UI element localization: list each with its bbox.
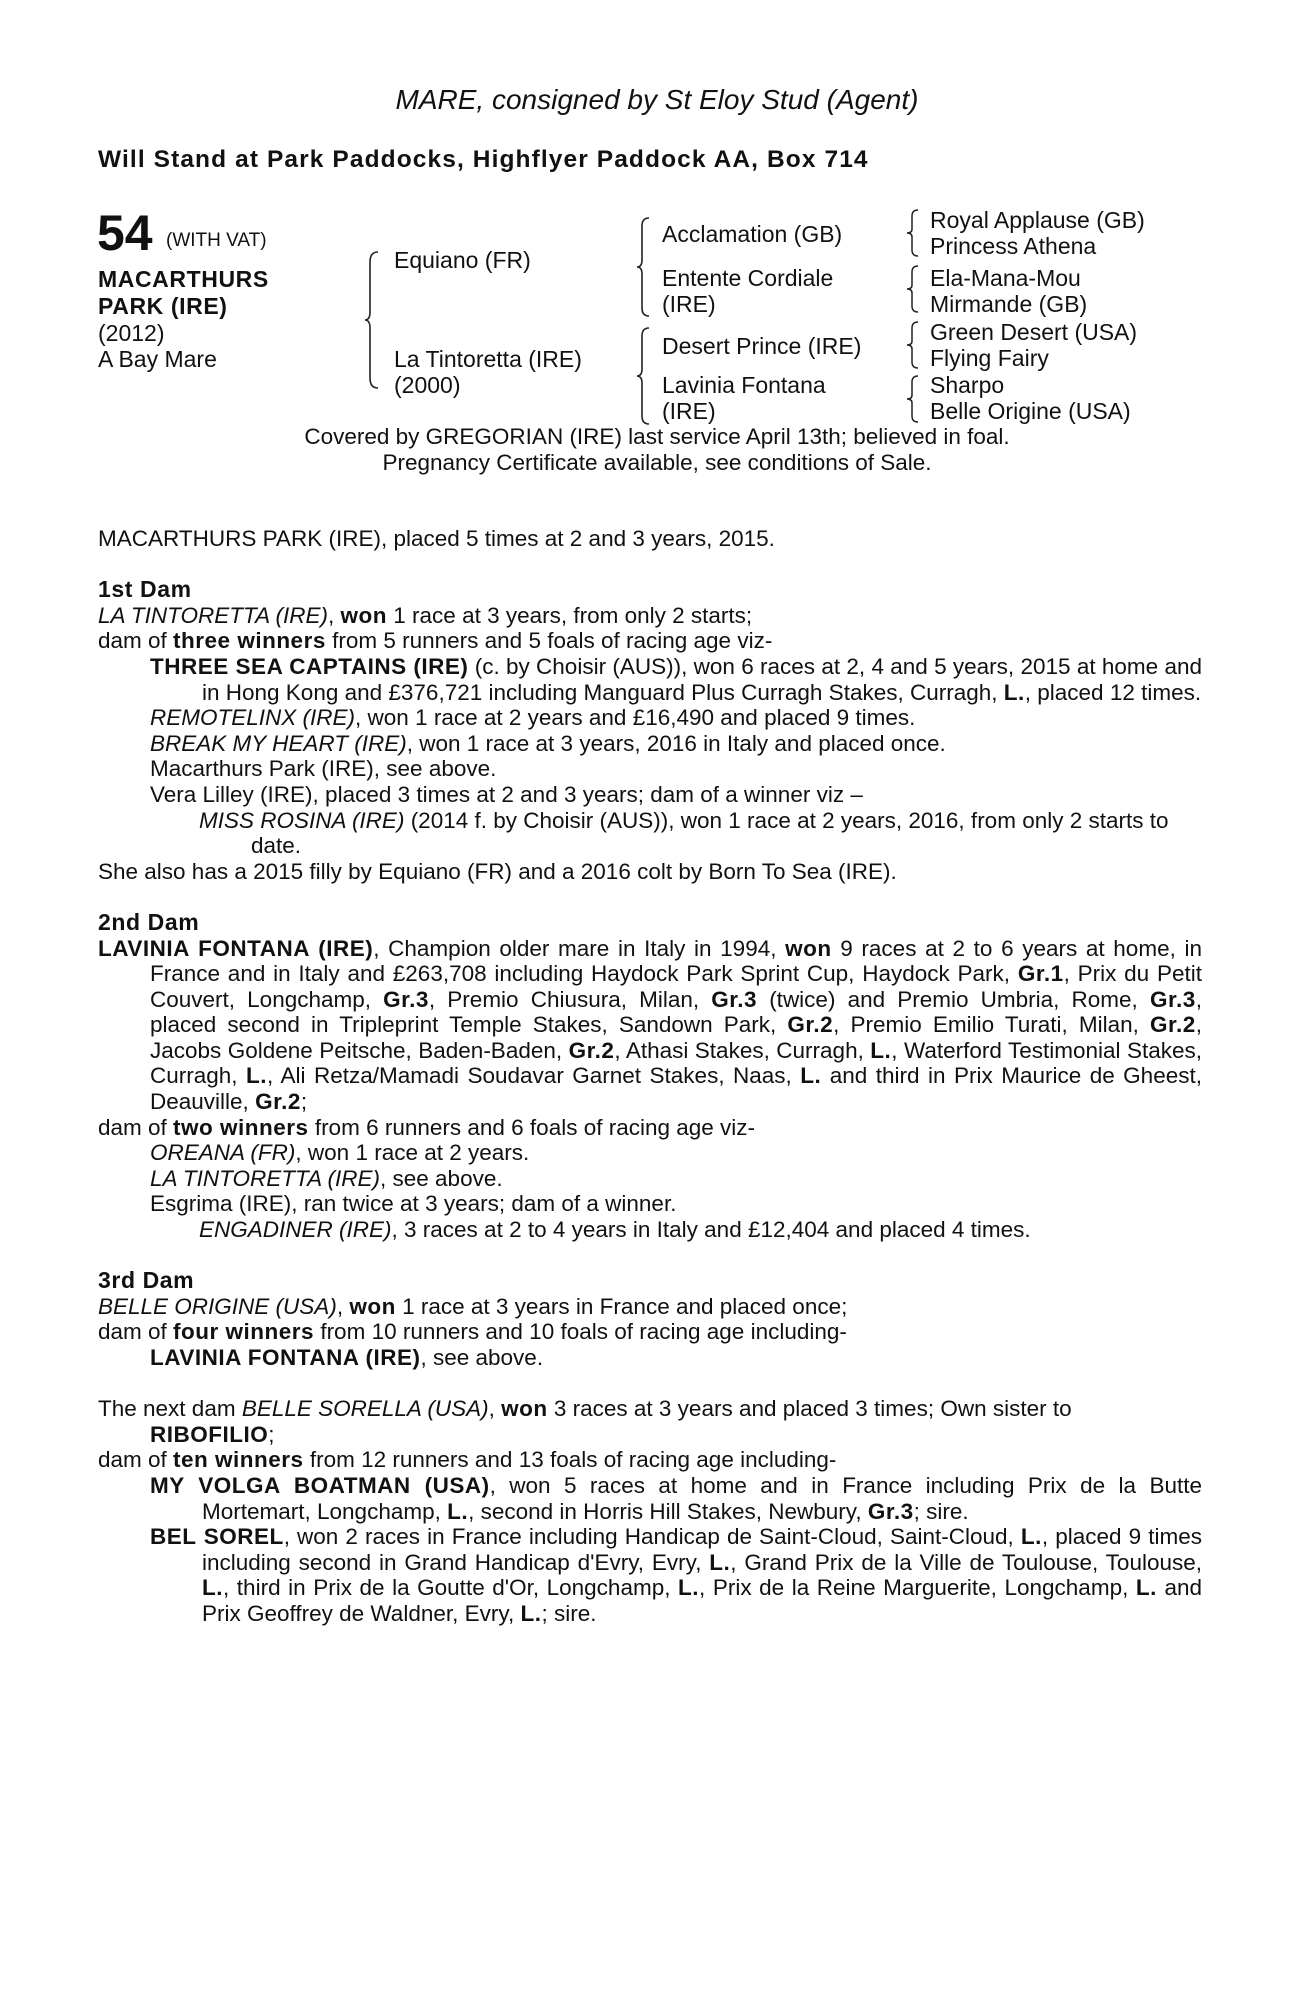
pedigree-dam-sire: Desert Prince (IRE) (662, 333, 862, 359)
brace-3b (906, 264, 922, 314)
pedigree-dam-dam-line1: Lavinia Fontana (662, 372, 826, 398)
horse-name-line2: PARK (IRE) (98, 293, 228, 319)
dam3-line1: BELLE ORIGINE (USA), won 1 race at 3 years in France and placed once; (98, 1293, 848, 1319)
covered-line2: Pregnancy Certificate available, see conditions of Sale. (382, 450, 932, 475)
dam2-grandprogeny: ENGADINER (IRE), 3 races at 2 to 4 years in Italy and £12,404 and placed 4 times. (199, 1217, 1031, 1243)
dam1-line2: dam of three winners from 5 runners and 5 foals of racing age viz- (98, 628, 773, 654)
dam1-progeny-4: Macarthurs Park (IRE), see above. (150, 756, 497, 782)
page-title: MARE, consigned by St Eloy Stud (Agent) (395, 84, 919, 115)
pedigree-dam-year: (2000) (394, 372, 461, 398)
sire-line-brace (636, 216, 654, 318)
pedigree-sss: Royal Applause (GB) (930, 207, 1145, 233)
pedigree-ddd: Belle Origine (USA) (930, 398, 1131, 424)
sire-dam-brace (364, 250, 384, 390)
lot-number: 54 (97, 205, 153, 261)
brace-3d (906, 374, 922, 424)
nextdam-progeny-1: MY VOLGA BOATMAN (USA), won 5 races at home and in France including Prix de la Butte Mortemart, Longchamp, L., second in Horris Hill Stakes, Newbury, Gr.3; sire. (150, 1472, 1202, 1524)
dam1-progeny-2: REMOTELINX (IRE), won 1 race at 2 years and £16,490 and placed 9 times. (150, 705, 916, 731)
brace-3a (906, 208, 922, 258)
dam2-record: LAVINIA FONTANA (IRE), Champion older mare in Italy in 1994, won 9 races at 2 to 6 years at home, in France and in Italy and £263,708 including Haydock Park Sprint Cup, Haydock Park, Gr.1, Prix du Petit Couvert, Longchamp, Gr.3, Premio Chiusura, Milan, Gr.3 (twice) and Premio Umbria, Rome, Gr.3, placed second in Tripleprint Temple Stakes, Sandown Park, Gr.2, Premio Emilio Turati, Milan, Gr.2, Jacobs Goldene Peitsche, Baden-Baden, Gr.2, Athasi Stakes, Curragh, L., Waterford Testimonial Stakes, Curragh, L., Ali Retza/Mamadi Soudavar Garnet Stakes, Naas, L. and third in Prix Maurice de Gheest, Deauville, Gr.2; (98, 935, 1202, 1115)
brace-3c (906, 320, 922, 370)
dam1-progeny-3: BREAK MY HEART (IRE), won 1 race at 3 years, 2016 in Italy and placed once. (150, 730, 946, 756)
dam2-progeny-2: LA TINTORETTA (IRE), see above. (150, 1165, 503, 1191)
covered-line1: Covered by GREGORIAN (IRE) last service April 13th; believed in foal. (304, 424, 1010, 449)
dam3-progeny-1: LAVINIA FONTANA (IRE), see above. (150, 1345, 544, 1370)
dam2-heading: 2nd Dam (98, 908, 200, 935)
pedigree-dss: Green Desert (USA) (930, 319, 1138, 345)
summary: MACARTHURS PARK (IRE), placed 5 times at 2 and 3 years, 2015. (98, 526, 775, 551)
pedigree-sds: Ela-Mana-Mou (930, 265, 1081, 291)
dam1-grandprogeny: MISS ROSINA (IRE) (2014 f. by Choisir (AUS)), won 1 race at 2 years, 2016, from only 2 starts to date. (199, 807, 1169, 859)
dam3-line2: dam of four winners from 10 runners and 10 foals of racing age including- (98, 1319, 847, 1345)
dam1-progeny-5: Vera Lilley (IRE), placed 3 times at 2 and 3 years; dam of a winner viz – (150, 781, 863, 807)
pedigree-dsd: Flying Fairy (930, 345, 1049, 371)
dam3-heading: 3rd Dam (98, 1267, 195, 1294)
pedigree-sire: Equiano (FR) (394, 247, 531, 273)
horse-year: (2012) (98, 320, 165, 346)
dam1-also: She also has a 2015 filly by Equiano (FR) and a 2016 colt by Born To Sea (IRE). (98, 858, 897, 884)
catalogue-text (98, 526, 1202, 1627)
nextdam-line1: The next dam BELLE SORELLA (USA), won 3 races at 3 years and placed 3 times; Own sister to RIBOFILIO; (98, 1396, 1072, 1447)
pedigree-sire-dam-line1: Entente Cordiale (662, 265, 834, 291)
horse-description: A Bay Mare (98, 346, 217, 372)
dam2-progeny-1: OREANA (FR), won 1 race at 2 years. (150, 1140, 530, 1166)
nextdam-line2: dam of ten winners from 12 runners and 13 foals of racing age including- (98, 1447, 837, 1473)
dam1-progeny-1: THREE SEA CAPTAINS (IRE) (c. by Choisir (AUS)), won 6 races at 2, 4 and 5 years, 2015 at home and in Hong Kong and £376,721 including Manguard Plus Curragh Stakes, Curragh, L., placed 12 times. (150, 653, 1202, 705)
pedigree-sire-sire: Acclamation (GB) (662, 221, 843, 247)
dam1-line1: LA TINTORETTA (IRE), won 1 race at 3 years, from only 2 starts; (98, 602, 753, 628)
pedigree-dam: La Tintoretta (IRE) (394, 346, 582, 372)
dam-line-brace (636, 326, 654, 426)
stand-location: Will Stand at Park Paddocks, Highflyer Paddock AA, Box 714 (98, 146, 869, 173)
pedigree-dds: Sharpo (930, 372, 1005, 398)
pedigree-dam-dam-line2: (IRE) (662, 398, 716, 424)
dam2-progeny-3: Esgrima (IRE), ran twice at 3 years; dam of a winner. (150, 1191, 677, 1217)
vat-label: (WITH VAT) (166, 230, 267, 251)
nextdam-progeny-2: BEL SOREL, won 2 races in France including Handicap de Saint-Cloud, Saint-Cloud, L., placed 9 times including second in Grand Handicap d'Evry, Evry, L., Grand Prix de la Ville de Toulouse, Toulouse, L., third in Prix de la Goutte d'Or, Longchamp, L., Prix de la Reine Marguerite, Longchamp, L. and Prix Geoffrey de Waldner, Evry, L.; sire. (150, 1524, 1202, 1626)
pedigree-sire-dam-line2: (IRE) (662, 291, 716, 317)
dam1-heading: 1st Dam (98, 576, 192, 603)
pedigree-sdd: Mirmande (GB) (930, 291, 1088, 317)
pedigree-ssd: Princess Athena (930, 233, 1097, 259)
dam2-line2: dam of two winners from 6 runners and 6 foals of racing age viz- (98, 1114, 756, 1140)
horse-name-line1: MACARTHURS (98, 266, 269, 292)
